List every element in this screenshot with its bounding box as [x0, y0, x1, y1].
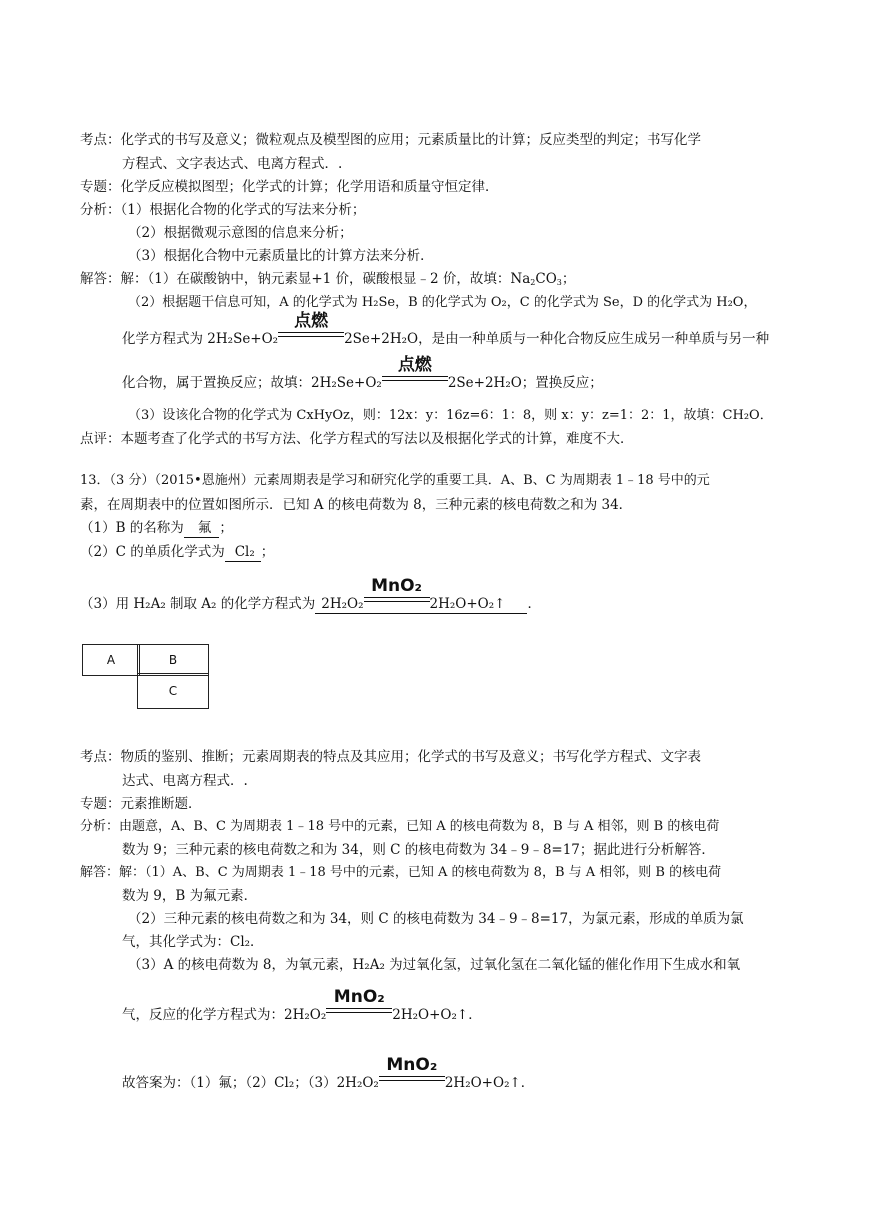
subscript: 2 — [530, 278, 536, 287]
punctuation: ； — [260, 544, 275, 560]
zhuanti-text: 化学反应模拟图型；化学式的计算；化学用语和质量守恒定律． — [120, 179, 499, 195]
fenxi-2-line-2: 数为 9；三种元素的核电荷数之和为 34，则 C 的核电荷数为 34﹣9﹣8=17；据此进行分析解答． — [122, 842, 715, 858]
fenxi-label: 分析： — [80, 819, 120, 834]
kaodian-text: 化学式的书写及意义；微粒观点及模型图的应用；元素质量比的计算；反应类型的判定；书写化学 — [120, 132, 701, 148]
fenxi-line-2: （2）根据微观示意图的信息来分析； — [128, 225, 353, 241]
equation-right: 2Se+2H₂O，是由一种单质与一种化合物反应生成另一种单质与另一种 — [344, 331, 770, 347]
zhuanti-text: 元素推断题． — [120, 796, 202, 812]
subscript: 3 — [556, 278, 562, 287]
punctuation: ； — [219, 520, 233, 536]
zhuanti-label: 专题： — [80, 796, 121, 812]
jieda-text-1: 解：（1）A、B、C 为周期表 1﹣18 号中的元素，已知 A 的核电荷数为 8，B 与 A 相邻，则 B 的核电荷 — [119, 865, 722, 880]
equation-right: 2Se+2H₂O；置换反应； — [447, 375, 603, 391]
jieda-2-line-4: 气，其化学式为：Cl₂． — [122, 934, 264, 950]
question-13-part-2 — [80, 543, 274, 562]
equals-bar — [278, 332, 344, 337]
jieda-text-1: 解：（1）在碳酸钠中，钠元素显+1 价，碳酸根显﹣2 价，故填：Na — [120, 271, 531, 287]
equation-left: 2H₂O₂ — [321, 596, 364, 612]
equation-left: 化学方程式为 2H₂Se+O₂ — [122, 331, 279, 347]
fenxi-text-1: 由题意，A、B、C 为周期表 1﹣18 号中的元素，已知 A 的核电荷数为 8，B 与 A 相邻，则 B 的核电荷 — [119, 819, 720, 834]
reaction-condition-arrow — [382, 355, 448, 387]
answer-left: 故答案为：（1）氟；（2）Cl₂；（3）2H₂O₂ — [122, 1075, 379, 1091]
fenxi-line-3: （3）根据化合物中元素质量比的计算方法来分析． — [128, 248, 434, 264]
kaodian-line-2: 方程式、文字表达式、电离方程式．. — [122, 156, 343, 172]
dianping-line — [80, 430, 634, 448]
fenxi-line-1 — [80, 201, 365, 219]
jieda-line-5: （3）设该化合物的化学式为 CxHyOz，则：12x：y：16z=6：1：8，则 x：y：z=1：2：1，故填：CH₂O． — [128, 408, 773, 423]
zhuanti-label: 专题： — [80, 179, 121, 195]
part-2-prompt: （2）C 的单质化学式为 — [80, 544, 225, 560]
answer-blank-1: 氟 — [184, 520, 220, 538]
kaodian-line-1 — [80, 131, 701, 149]
cell-a: A — [82, 644, 140, 676]
part-1-prompt: （1）B 的名称为 — [80, 520, 184, 536]
jieda-2-line-6 — [122, 987, 482, 1024]
question-13-part-1 — [80, 519, 233, 538]
answer-blank-3 — [315, 576, 527, 614]
answer-right: 2H₂O+O₂↑． — [444, 1075, 535, 1091]
question-13-part-3 — [80, 576, 541, 614]
equals-bar — [364, 597, 430, 602]
reaction-condition-arrow — [379, 1055, 445, 1087]
fenxi-text-1: （1）根据化合物的化学式的写法来分析； — [120, 202, 366, 218]
part-3-prompt: （3）用 H₂A₂ 制取 A₂ 的化学方程式为 — [80, 596, 316, 612]
jieda-2-line-2: 数为 9，B 为氟元素． — [122, 888, 258, 904]
equals-bar — [382, 376, 448, 381]
condition-label: 点燃 — [397, 355, 432, 375]
equals-bar — [326, 1008, 392, 1013]
equation-left: 气，反应的化学方程式为：2H₂O₂ — [122, 1007, 327, 1023]
jieda-line-3 — [122, 311, 770, 348]
equation-right: 2H₂O+O₂↑ — [429, 596, 506, 612]
jieda-label: 解答： — [80, 271, 121, 287]
zhuanti-2-line — [80, 795, 202, 813]
question-13-line-1: 13．（3 分）（2015•恩施州）元素周期表是学习和研究化学的重要工具．A、B、C 为周期表 1﹣18 号中的元 — [80, 473, 710, 488]
punctuation: ． — [527, 596, 541, 612]
jieda-line-1 — [80, 270, 575, 292]
condition-label: MnO₂ — [371, 576, 422, 596]
jieda-2-line-1 — [80, 864, 721, 882]
reaction-condition-arrow — [326, 987, 392, 1019]
kaodian-2-line-2: 达式、电离方程式．. — [122, 773, 248, 789]
jieda-label: 解答： — [80, 865, 120, 880]
punctuation: ； — [561, 271, 576, 287]
formula-part: CO — [535, 271, 557, 287]
kaodian-2-line-1 — [80, 748, 701, 766]
jieda-2-line-3: （2）三种元素的核电荷数之和为 34，则 C 的核电荷数为 34﹣9﹣8=17，为氯元素，形成的单质为氯 — [128, 911, 744, 927]
jieda-2-line-5: （3）A 的核电荷数为 8，为氧元素，H₂A₂ 为过氧化氢，过氧化氢在二氧化锰的催化作用下生成水和氧 — [128, 957, 741, 973]
condition-label: MnO₂ — [386, 1055, 438, 1075]
final-answer-line — [122, 1055, 535, 1092]
equals-bar — [379, 1076, 445, 1081]
condition-label: 点燃 — [294, 311, 329, 331]
reaction-condition-arrow — [364, 576, 430, 608]
equation-left: 化合物，属于置换反应；故填：2H₂Se+O₂ — [122, 375, 382, 391]
reaction-condition-arrow — [278, 311, 344, 343]
cell-b: B — [137, 644, 209, 676]
jieda-line-2: （2）根据题干信息可知，A 的化学式为 H₂Se，B 的化学式为 O₂，C 的化学式为 Se，D 的化学式为 H₂O， — [128, 295, 757, 310]
question-13-line-2: 素，在周期表中的位置如图所示．已知 A 的核电荷数为 8，三种元素的核电荷数之和为 34． — [80, 497, 633, 513]
dianping-label: 点评： — [80, 431, 121, 447]
answer-blank-2: Cl₂ — [225, 544, 261, 562]
cell-c: C — [137, 673, 209, 709]
kaodian-label: 考点： — [80, 132, 121, 148]
equation-right: 2H₂O+O₂↑． — [392, 1007, 482, 1023]
dianping-text: 本题考查了化学式的书写方法、化学方程式的写法以及根据化学式的计算，难度不大． — [120, 431, 634, 447]
fenxi-label: 分析： — [80, 202, 121, 218]
kaodian-text: 物质的鉴别、推断；元素周期表的特点及其应用；化学式的书写及意义；书写化学方程式、文字表 — [120, 749, 701, 765]
zhuanti-line — [80, 178, 499, 196]
condition-label: MnO₂ — [333, 987, 385, 1007]
kaodian-label: 考点： — [80, 749, 121, 765]
jieda-line-4 — [122, 355, 603, 392]
fenxi-2-line-1 — [80, 818, 719, 836]
